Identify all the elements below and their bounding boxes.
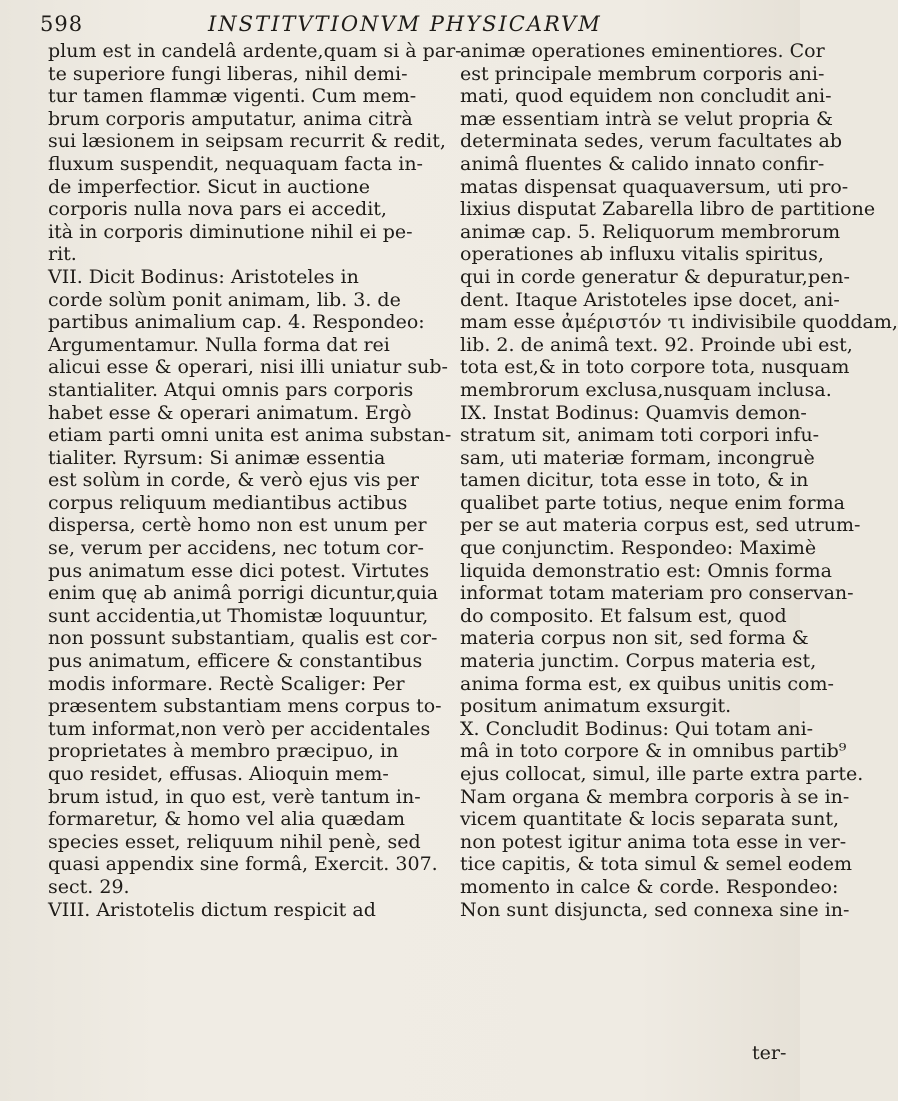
text-line: brum istud, in quo est, verè tantum in- (48, 785, 421, 808)
text-line: tialiter. Ryrsum: Si animæ essentia (48, 446, 386, 469)
text-line: fluxum suspendit, nequaquam facta in- (48, 152, 423, 175)
text-line: tota est,& in toto corpore tota, nusquam (460, 356, 850, 379)
text-line: sam, uti materiæ formam, incongruè (460, 446, 815, 469)
text-line: VII. Dicit Bodinus: Aristoteles in (48, 265, 359, 288)
text-line: te superiore fungi liberas, nihil demi- (48, 62, 408, 85)
text-line: tice capitis, & tota simul & semel eodem (460, 853, 853, 876)
text-line: membrorum exclusa,nusquam inclusa. (460, 378, 832, 401)
text-line: momento in calce & corde. Respondeo: (460, 875, 839, 898)
text-line: partibus animalium cap. 4. Respondeo: (48, 311, 425, 334)
text-line: sect. 29. (48, 875, 130, 898)
left-column (48, 40, 462, 921)
text-line: determinata sedes, verum facultates ab (460, 130, 843, 153)
text-line: corpus reliquum mediantibus actibus (48, 491, 408, 514)
text-line: se, verum per accidens, nec totum cor- (48, 537, 424, 560)
text-line: dispersa, certè homo non est unum per (48, 514, 427, 537)
catchword: ter- (752, 1042, 787, 1064)
text-line: stantialiter. Atqui omnis pars corporis (48, 378, 414, 401)
text-line: matas dispensat quaquaversum, uti pro- (460, 175, 849, 198)
text-line: vicem quantitate & locis separata sunt, (460, 808, 840, 831)
text-line: Argumentamur. Nulla forma dat rei (48, 333, 390, 356)
text-line: est principale membrum corporis ani- (460, 62, 825, 85)
text-line: ità in corporis diminutione nihil ei pe- (48, 220, 413, 243)
text-line: corporis nulla nova pars ei accedit, (48, 198, 387, 221)
text-line: quo residet, effusas. Alioquin mem- (48, 763, 389, 785)
text-line: positum animatum exsurgit. (460, 695, 732, 718)
text-line: informat totam materiam pro conservan- (460, 582, 854, 605)
text-line: alicui esse & operari, nisi illi uniatur sub- (48, 356, 448, 379)
text-line: IX. Instat Bodinus: Quamvis demon- (460, 401, 807, 424)
text-line: tamen dicitur, tota esse in toto, & in (460, 469, 809, 492)
text-line: sui læsionem in seipsam recurrit & redit, (48, 130, 446, 153)
text-line: habet esse & operari animatum. Ergò (48, 401, 412, 424)
text-line: ejus collocat, simul, ille parte extra parte. (460, 763, 864, 785)
text-line: de imperfectior. Sicut in auctione (48, 175, 371, 198)
text-line: tum informat,non verò per accidentales (48, 717, 431, 740)
text-line: plum est in candelâ ardente,quam si à par- (48, 40, 462, 62)
text-line: lixius disputat Zabarella libro de partitione (460, 198, 876, 221)
text-line: enim quę ab animâ porrigi dicuntur,quia (48, 582, 439, 605)
right-column (460, 40, 898, 921)
text-line: animæ cap. 5. Reliquorum membrorum (460, 220, 841, 243)
text-line: do composito. Et falsum est, quod (460, 604, 787, 627)
text-line: animâ fluentes & calido innato confir- (460, 152, 825, 175)
text-line: modis informare. Rectè Scaliger: Per (48, 672, 405, 695)
text-line: sunt accidentia,ut Thomistæ loquuntur, (48, 604, 429, 627)
text-line: tur tamen flammæ vigenti. Cum mem- (48, 85, 417, 108)
text-line: pus animatum esse dici potest. Virtutes (48, 559, 430, 582)
text-line: Non sunt disjuncta, sed connexa sine in- (460, 898, 850, 921)
text-line: formaretur, & homo vel alia quædam (48, 808, 406, 831)
running-title: INSTITVTIONVM PHYSICARVM (208, 12, 602, 36)
text-line: lib. 2. de animâ text. 92. Proinde ubi est, (460, 333, 853, 356)
text-line: proprietates à membro præcipuo, in (48, 740, 399, 763)
text-line: corde solùm ponit animam, lib. 3. de (48, 288, 401, 311)
text-line: X. Concludit Bodinus: Qui totam ani- (460, 717, 814, 740)
text-line: quasi appendix sine formâ, Exercit. 307. (48, 853, 438, 876)
text-line: animæ operationes eminentiores. Cor (460, 40, 825, 62)
text-line: Nam organa & membra corporis à se in- (460, 785, 850, 808)
text-line: liquida demonstratio est: Omnis forma (460, 559, 832, 582)
text-line: anima forma est, ex quibus unitis com- (460, 672, 834, 695)
text-line: est solùm in corde, & verò ejus vis per (48, 469, 419, 492)
text-line: brum corporis amputatur, anima citrà (48, 107, 413, 130)
text-line: præsentem substantiam mens corpus to- (48, 695, 442, 718)
text-line: pus animatum, efficere & constantibus (48, 650, 423, 673)
text-line: qualibet parte totius, neque enim forma (460, 491, 845, 514)
page-number: 598 (40, 12, 84, 36)
text-line: etiam parti omni unita est anima substan- (48, 424, 452, 447)
page-header (40, 6, 760, 42)
text-line: que conjunctim. Respondeo: Maximè (460, 537, 817, 560)
text-line: stratum sit, animam toti corpori infu- (460, 424, 820, 447)
text-line: non potest igitur anima tota esse in ver- (460, 830, 847, 853)
text-line: rit. (48, 243, 77, 266)
text-line: mâ in toto corpore & in omnibus partib⁹ (460, 740, 847, 763)
text-line: VIII. Aristotelis dictum respicit ad (48, 898, 376, 921)
text-line: non possunt substantiam, qualis est cor- (48, 627, 438, 650)
text-line: mati, quod equidem non concludit ani- (460, 85, 832, 108)
text-line: materia corpus non sit, sed forma & (460, 627, 809, 650)
text-line: materia junctim. Corpus materia est, (460, 650, 817, 673)
text-line: dent. Itaque Aristoteles ipse docet, ani- (460, 288, 840, 311)
text-line: species esset, reliquum nihil penè, sed (48, 830, 421, 853)
text-line: mæ essentiam intrà se velut propria & (460, 107, 833, 130)
text-line: mam esse ἀμέριστόν τι indivisibile quoddam, (460, 311, 898, 334)
text-line: qui in corde generatur & depuratur,pen- (460, 265, 850, 288)
text-line: operationes ab influxu vitalis spiritus, (460, 243, 824, 266)
text-line: per se aut materia corpus est, sed utrum- (460, 514, 861, 537)
